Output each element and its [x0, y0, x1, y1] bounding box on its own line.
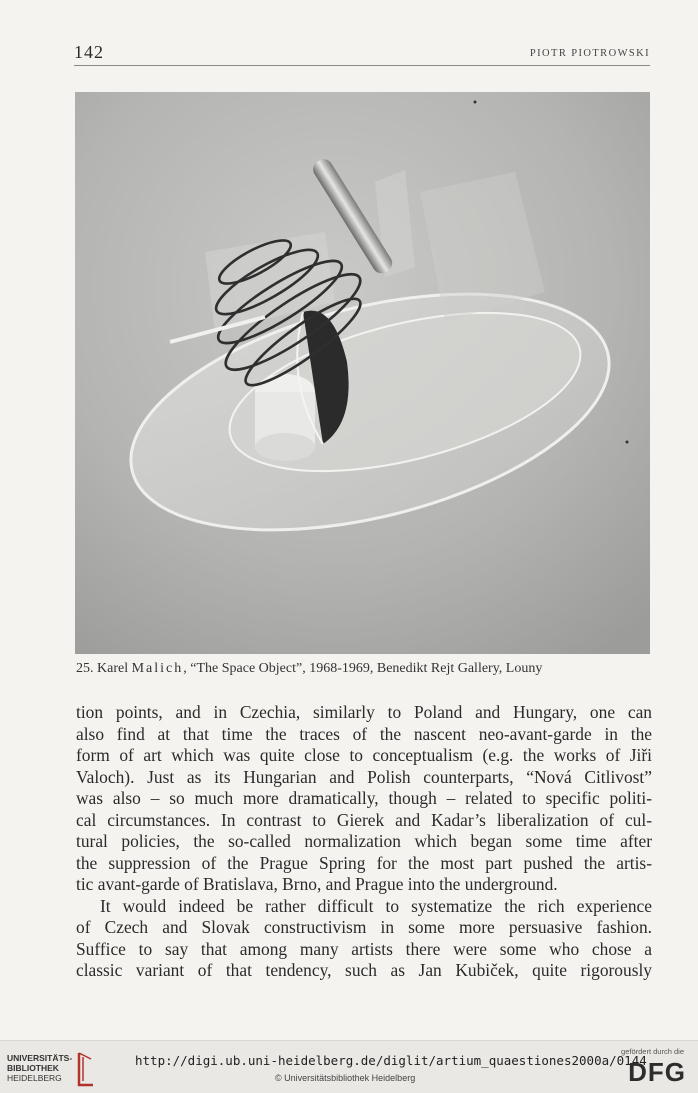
funded-by-label: gefördert durch die — [621, 1047, 684, 1056]
caption-artist-name: Malich — [131, 661, 184, 676]
text-line: cal circumstances. In contrast to Gierek and Kadar’s liberalization of cul- — [76, 809, 652, 830]
library-emblem-icon — [75, 1051, 97, 1087]
caption-details: , “The Space Object”, 1968-1969, Benedikt Rejt Gallery, Louny — [183, 661, 543, 676]
library-logo[interactable] — [7, 1053, 72, 1083]
text-line: of Czech and Slovak constructivism in some more persuasive fashion. — [76, 917, 652, 937]
body-text — [76, 702, 652, 982]
figure-photograph — [75, 92, 650, 654]
text-line: tic avant-garde of Bratislava, Brno, and Prague into the underground. — [76, 874, 558, 894]
text-line: tural policies, the so-called normalization which began some time after — [76, 831, 652, 851]
text-line: It would indeed be rather difficult to systematize the rich experience — [100, 895, 652, 916]
text-line: tion points, and in Czechia, similarly to Poland and Hungary, one can — [76, 702, 652, 722]
text-line: Valoch). Just as its Hungarian and Polish counterparts, “Nová Citlivost” — [76, 766, 652, 787]
library-line-2: BIBLIOTHEK — [7, 1063, 59, 1073]
library-line-1: UNIVERSITÄTS- — [7, 1053, 73, 1063]
figure-caption — [76, 661, 542, 677]
header-rule — [74, 65, 650, 66]
text-line: the suppression of the Prague Spring for the most part pushed the artis- — [76, 852, 652, 873]
library-line-3: HEIDELBERG — [7, 1073, 62, 1083]
paragraph-2 — [76, 896, 652, 982]
text-line: was also – so much more dramatically, though – related to specific politi- — [76, 788, 652, 808]
source-url-link[interactable]: http://digi.ub.uni-heidelberg.de/diglit/artium_quaestiones2000a/0144 — [135, 1053, 647, 1068]
running-head: PIOTR PIOTROWSKI — [529, 48, 650, 59]
caption-prefix: 25. Karel — [76, 661, 132, 676]
copyright-notice: © Universitätsbibliothek Heidelberg — [275, 1073, 416, 1083]
library-name — [7, 1053, 72, 1083]
text-line: classic variant of that tendency, such as Jan Kubiček, quite rigorously — [76, 960, 652, 980]
page-number: 142 — [74, 42, 104, 62]
footer-bar — [0, 1040, 698, 1093]
paragraph-1 — [76, 702, 652, 896]
text-line: Suffice to say that among many artists there were some who chose a — [76, 938, 652, 959]
dfg-logo[interactable]: DFG — [628, 1057, 686, 1087]
text-line: form of art which was quite close to conceptualism (e.g. the works of Jiři — [76, 745, 652, 765]
text-line: also find at that time the traces of the nascent neo-avant-garde in the — [76, 723, 652, 744]
space-object-artwork-image — [75, 92, 650, 654]
